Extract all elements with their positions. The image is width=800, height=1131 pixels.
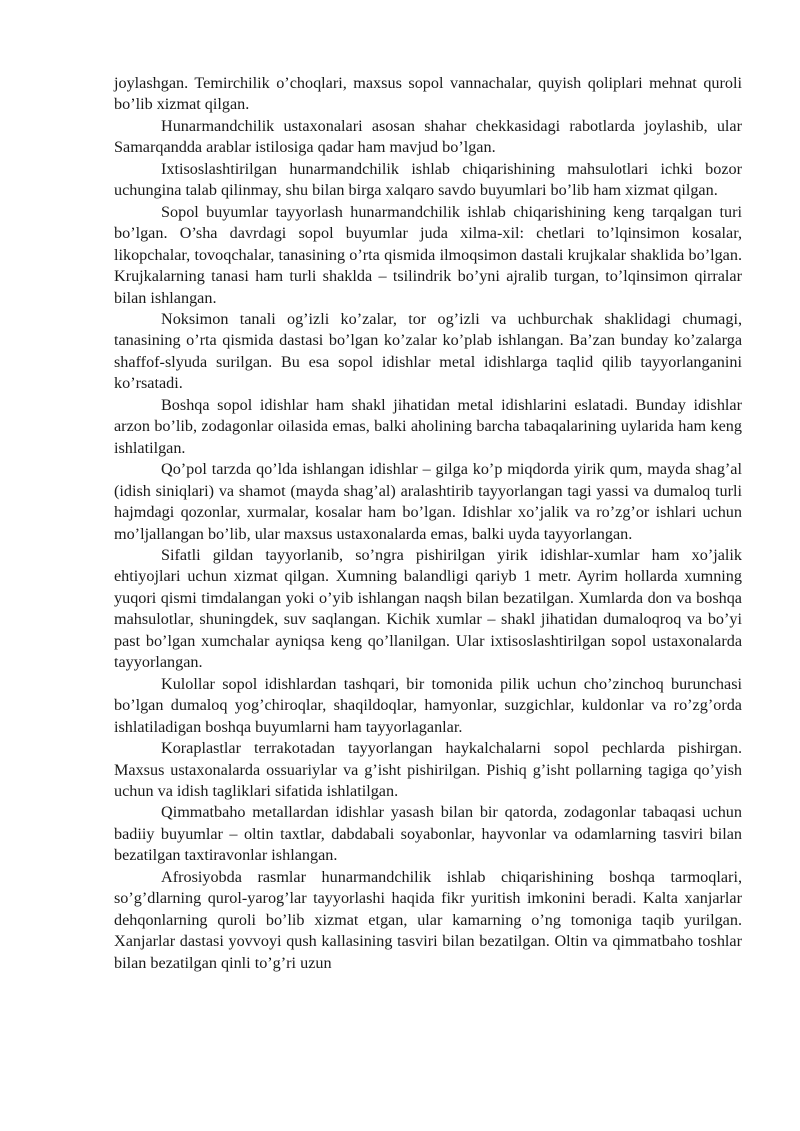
paragraph-weapons: Afrosiyobda rasmlar hunarmandchilik ishlab chiqarishining boshqa tarmoqlari, so’g’dlarning qurol-yarog’lar tayyorlashi haqida fikr yuritish imkonini beradi. Kalta xanjarlar dehqonlarning quroli bo’lib xizmat etgan, ular kamarning o’ng tomoniga taqib yurilgan. Xanjarlar dastasi yovvoyi qush kallasining tasviri bilan bezatilgan. Oltin va qimmatbaho toshlar bilan bezatilgan qinli to’g’ri uzun: [114, 867, 742, 972]
paragraph-precious-metals: Qimmatbaho metallardan idishlar yasash bilan bir qatorda, zodagonlar tabaqasi uchun badiiy buyumlar – oltin taxtlar, dabdabali soyabonlar, hayvonlar va odamlarning tasviri bilan bezatilgan taxtiravonlar ishlangan.: [114, 803, 742, 865]
paragraph-other-vessels: Boshqa sopol idishlar ham shakl jihatidan metal idishlarini eslatadi. Bunday idishlar arzon bo’lib, zodagonlar oilasida emas, balki aholining barcha tabaqalarining uylarida ham keng ishlatilgan.: [114, 395, 742, 457]
paragraph-terracotta: Koraplastlar terrakotadan tayyorlangan haykalchalarni sopol pechlarda pishirgan. Maxsus ustaxonalarda ossuariylar va g’isht pishirilgan. Pishiq g’isht pollarning tagiga qo’yish uchun va idish tagliklari sifatida ishlatilgan.: [114, 739, 742, 800]
paragraph-large-jars: Sifatli gildan tayyorlanib, so’ngra pishirilgan yirik idishlar-xumlar ham xo’jalik ehtiyojlari uchun xizmat qilgan. Xumning balandligi qariyb 1 metr. Ayrim hollarda xumning yuqori qismi timdalangan yoki o’yib ishlangan naqsh bilan bezatilgan. Xumlarda don va boshqa mahsulotlar, shuningdek, suv saqlangan. Kichik xumlar – shakl jihatidan dumaloqroq va bo’yi past bo’lgan xumchalar ayniqsa keng qo’llanilgan. Ular ixtisoslashtirilgan sopol ustaxonalarda tayyorlangan.: [114, 545, 742, 672]
paragraph-jugs: Noksimon tanali og’izli ko’zalar, tor og’izli va uchburchak shaklidagi chumagi, tanasining o’rta qismida dastasi bo’lgan ko’zalar ko’plab ishlangan. Ba’zan bunday ko’zalarga shaffof-slyuda surilgan. Bu esa sopol idishlar metal idishlarga taqlid qilib tayyorlanganini ko’rsatadi.: [114, 309, 742, 393]
paragraph-pottery: Sopol buyumlar tayyorlash hunarmandchilik ishlab chiqarishining keng tarqalgan turi bo’lgan. O’sha davrdagi sopol buyumlar juda xilma-xil: chetlari to’lqinsimon kosalar, likopchalar, tovoqchalar, tanasining o’rta qismida ilmoqsimon dastali krujkalar shaklida bo’lgan. Krujkalarning tanasi ham turli shaklda – tsilindrik bo’yni ajralib turgan, to’lqinsimon qirralar bilan ishlangan.: [114, 202, 742, 307]
document-page: [114, 73, 742, 974]
paragraph-continuation: joylashgan. Temirchilik o’choqlari, maxsus sopol vannachalar, quyish qoliplari mehnat quroli bo’lib xizmat qilgan.: [114, 74, 742, 114]
paragraph-specialized-production: Ixtisoslashtirilgan hunarmandchilik ishlab chiqarishining mahsulotlari ichki bozor uchungina talab qilinmay, shu bilan birga xalqaro savdo buyumlari bo’lib ham xizmat qilgan.: [114, 159, 742, 200]
paragraph-potters-items: Kulollar sopol idishlardan tashqari, bir tomonida pilik uchun cho’zinchoq burunchasi bo’lgan dumaloq yog’chiroqlar, shaqildoqlar, hamyonlar, suzgichlar, kuldonlar va ro’zg’orda ishlatiladigan boshqa buyumlarni ham tayyorlaganlar.: [114, 674, 742, 736]
paragraph-workshops: Hunarmandchilik ustaxonalari asosan shahar chekkasidagi rabotlarda joylashib, ular Samarqandda arablar istilosiga qadar ham mavjud bo’lgan.: [114, 116, 742, 157]
paragraph-handmade-vessels: Qo’pol tarzda qo’lda ishlangan idishlar – gilga ko’p miqdorda yirik qum, mayda shag’al (idish siniqlari) va shamot (mayda shag’al) aralashtirib tayyorlangan tagi yassi va dumaloq turli hajmdagi qozonlar, xurmalar, kosalar ham bo’lgan. Idishlar xo’jalik va ro’zg’or ishlari uchun mo’ljallangan bo’lib, ular maxsus ustaxonalarda emas, balki uyda tayyorlangan.: [114, 460, 742, 543]
